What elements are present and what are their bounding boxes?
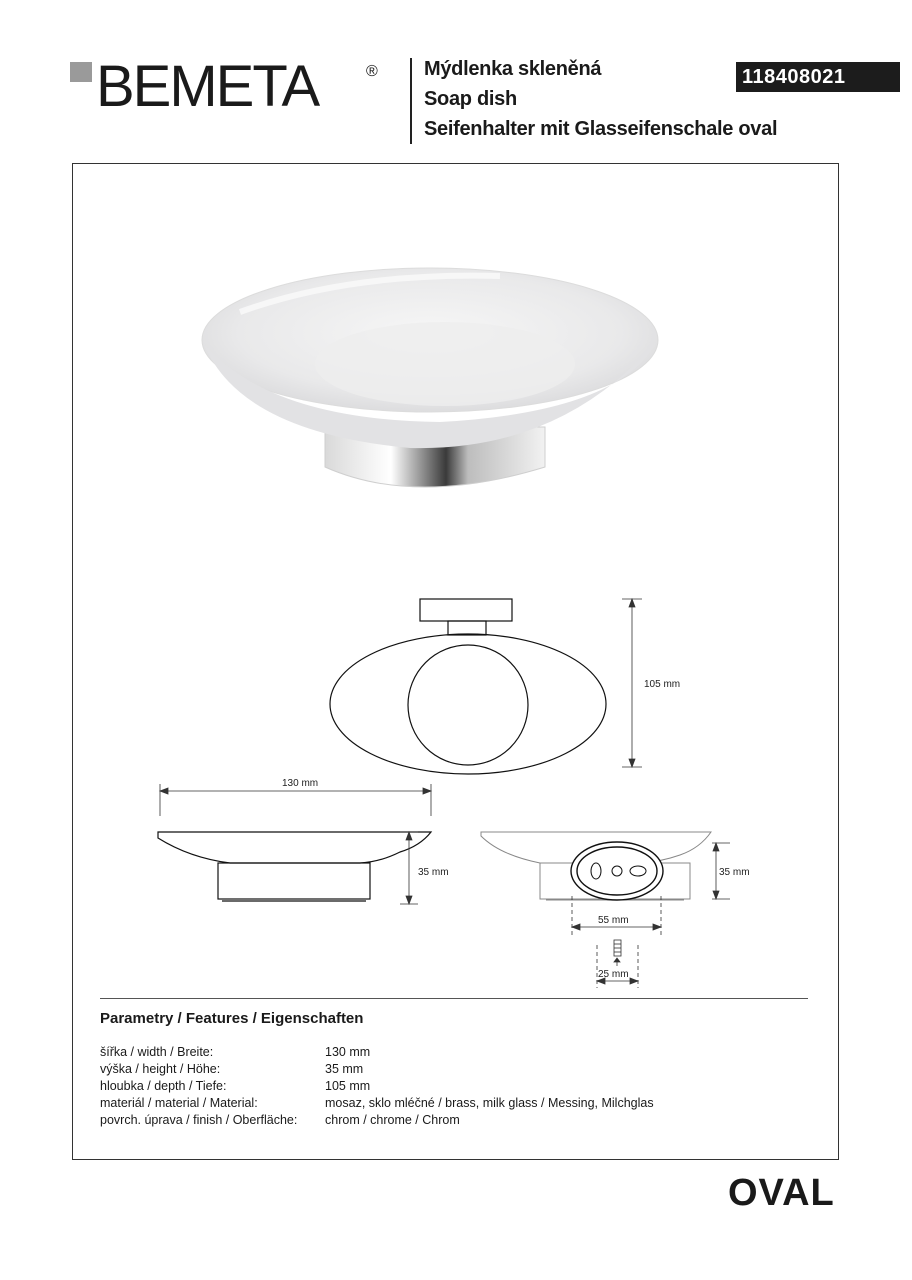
title-en: Soap dish: [424, 88, 517, 110]
wall-mount-plate: [420, 599, 512, 621]
features-heading: Parametry / Features / Eigenschaften: [100, 1010, 364, 1027]
svg-text:®: ®: [366, 63, 378, 80]
dish-side-view: [158, 832, 431, 863]
mount-plate-front: [571, 842, 663, 900]
spec-row: [100, 1095, 654, 1112]
dim-mount-width: 55 mm: [598, 915, 629, 926]
spec-value: 130 mm: [325, 1045, 371, 1059]
spec-label: povrch. úprava / finish / Oberfläche:: [100, 1113, 298, 1127]
dim-height: 105 mm: [644, 679, 681, 690]
dish-top-view: [330, 634, 606, 774]
spec-row: [100, 1112, 654, 1129]
spec-value: chrom / chrome / Chrom: [325, 1113, 460, 1127]
spec-label: šířka / width / Breite:: [100, 1045, 214, 1059]
dim-side-height: 35 mm: [418, 867, 449, 878]
holder-side-view: [218, 863, 370, 899]
spec-value: 105 mm: [325, 1079, 371, 1093]
product-code-badge: 118408021: [736, 62, 900, 92]
dim-front-height: 35 mm: [719, 867, 750, 878]
dish-center-circle: [408, 645, 528, 765]
title-de: Seifenhalter mit Glasseifenschale oval: [424, 118, 778, 140]
dim-screw-spacing: 25 mm: [598, 969, 629, 980]
mount-neck: [448, 621, 486, 635]
series-name: OVAL: [728, 1172, 835, 1214]
spec-row: [100, 1044, 654, 1061]
spec-label: materiál / material / Material:: [100, 1096, 258, 1110]
spec-value: mosaz, sklo mléčné / brass, milk glass / Messing, Milchglas: [325, 1096, 654, 1110]
title-cz: Mýdlenka skleněná: [424, 58, 602, 80]
spec-label: výška / height / Höhe:: [100, 1062, 221, 1076]
spec-table: [100, 1044, 654, 1129]
spec-row: [100, 1061, 654, 1078]
spec-value: 35 mm: [325, 1062, 364, 1076]
dim-width: 130 mm: [282, 778, 319, 789]
features-separator: [100, 998, 808, 999]
spec-label: hloubka / depth / Tiefe:: [100, 1079, 227, 1093]
spec-row: [100, 1078, 654, 1095]
brand-logo-text: BEMETA: [96, 54, 319, 116]
